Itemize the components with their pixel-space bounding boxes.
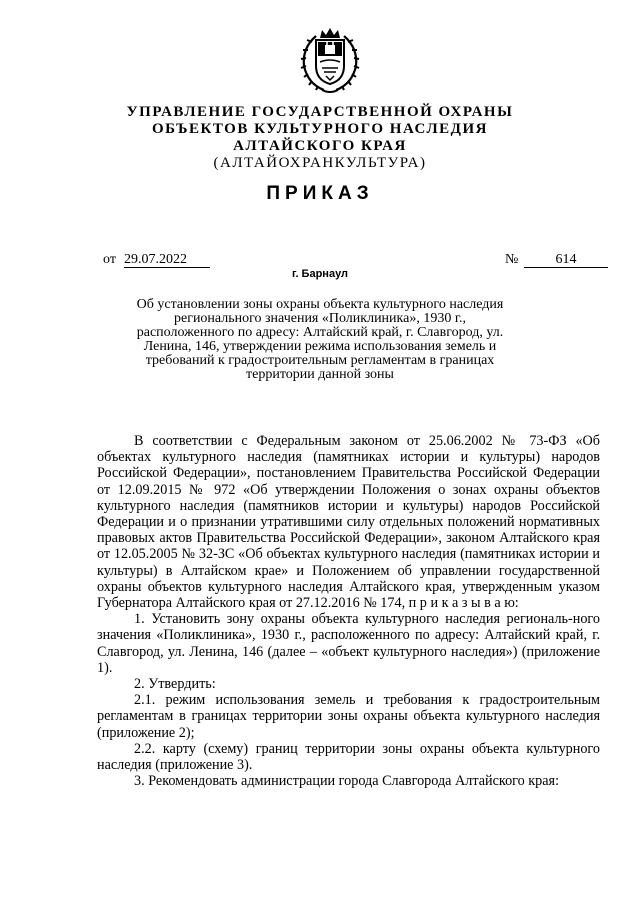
org-line: АЛТАЙСКОГО КРАЯ xyxy=(233,138,407,154)
org-abbreviation: (АЛТАЙОХРАНКУЛЬТУРА) xyxy=(213,155,427,171)
org-line: УПРАВЛЕНИЕ ГОСУДАРСТВЕННОЙ ОХРАНЫ xyxy=(126,104,514,120)
body-paragraph: 3. Рекомендовать администрации города Славгорода Алтайского края: xyxy=(134,773,560,790)
org-line: ОБЪЕКТОВ КУЛЬТУРНОГО НАСЛЕДИЯ xyxy=(152,121,488,137)
document-number: 614 xyxy=(524,252,608,268)
document-type-title: ПРИКАЗ xyxy=(266,183,374,204)
document-subject: Об установлении зоны охраны объекта культурного наследия регионального значения «Поликлиника», 1930 г., расположенного по адресу: Алтайский край, г. Славгород, ул. Ленина, 146, утверждении режима использования земель и требований к градостроительным регламентам в границах территории данной зоны xyxy=(136,297,504,382)
altai-krai-coat-of-arms-icon xyxy=(298,26,362,96)
body-paragraph: 2.2. карту (схему) границ территории зоны охраны объекта культурного наследия (приложение 3). xyxy=(97,740,600,774)
organization-name xyxy=(100,104,540,172)
body-paragraph: 2.1. режим использования земель и требования к градостроительным регламентам в границах территории зоны охраны объекта культурного наследия (приложение 2); xyxy=(97,692,600,741)
body-paragraph: 2. Утвердить: xyxy=(134,676,216,693)
body-paragraph: 1. Установить зону охраны объекта культурного наследия региональ-ного значения «Поликлиника», 1930 г., расположенного по адресу: Алтайский край, г. Славгород, ул. Ленина, 146 (далее – «объект культурного наследия») (приложение 1). xyxy=(97,611,600,676)
date-prefix: от xyxy=(103,252,116,267)
document-body xyxy=(97,433,600,789)
document-date: 29.07.2022 xyxy=(124,252,210,268)
number-prefix: № xyxy=(505,252,519,267)
document-city: г. Барнаул xyxy=(291,268,349,280)
body-paragraph: В соответствии с Федеральным законом от 25.06.2002 № 73-ФЗ «Об объектах культурного наследия (памятниках истории и культуры) народов Российской Федерации», постановлением Правительства Российской Федерации от 12.09.2015 № 972 «Об утверждении Положения о зонах охраны объектов культурного наследия (памятников истории и культуры) народов Российской Федерации и о признании утратившими силу отдельных положений нормативных правовых актов Правительства Российской Федерации», законом Алтайского края от 12.05.2005 № 32-ЗС «Об объектах культурного наследия (памятниках истории и культуры) в Алтайском крае» и Положением об управлении государственной охраны объектов культурного наследия Алтайского края, утвержденным указом Губернатора Алтайского края от 27.12.2016 № 174, п р и к а з ы в а ю: xyxy=(97,433,600,612)
